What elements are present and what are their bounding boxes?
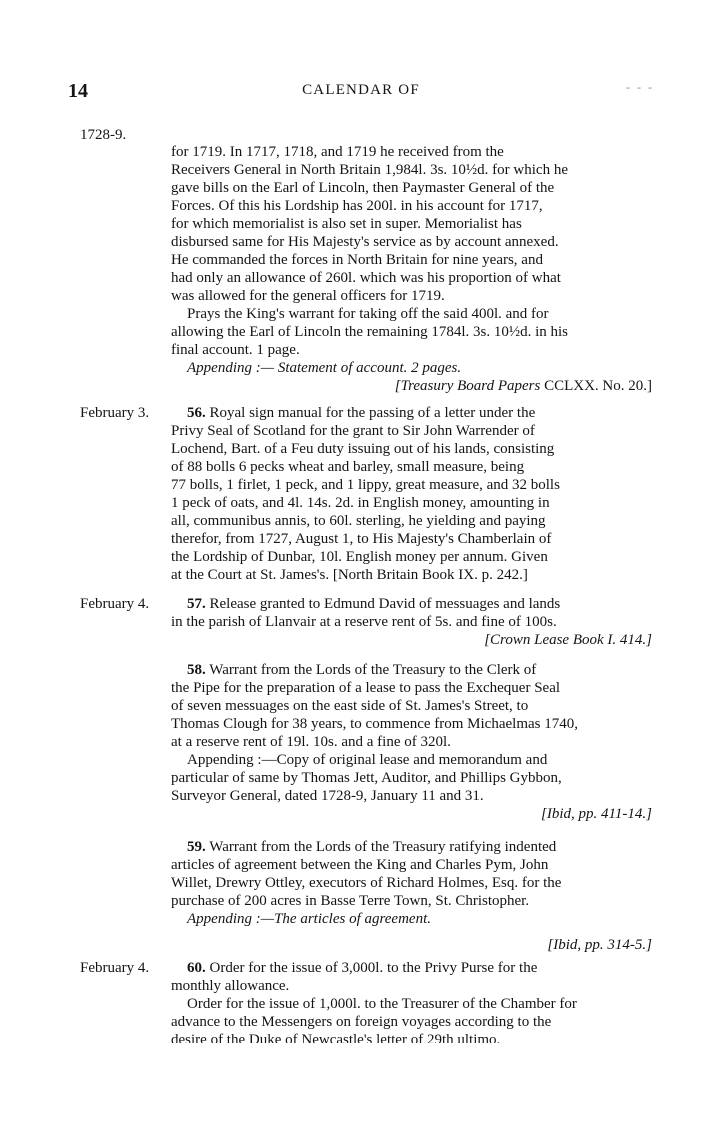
entry-text <box>171 838 652 954</box>
text-line: disbursed same for His Majesty's service as by account annexed. <box>171 234 559 250</box>
entry-text <box>171 143 652 395</box>
text-line: Warrant from the Lords of the Treasury ratifying indented <box>209 839 557 855</box>
text-line: was allowed for the general officers for 1719. <box>171 288 445 304</box>
entry-date: February 4. <box>80 596 150 612</box>
text-line: all, communibus annis, to 60l. sterling, he yielding and paying <box>171 513 546 529</box>
text-line: therefor, from 1727, August 1, to His Majesty's Chamberlain of <box>171 531 552 547</box>
text-line: the Pipe for the preparation of a lease to pass the Exchequer Seal <box>171 680 561 696</box>
entry-number: 59. <box>187 839 206 855</box>
entry-number: 57. <box>187 596 206 612</box>
text-line: in the parish of Llanvair at a reserve rent of 5s. and fine of 100s. <box>171 614 557 630</box>
entry-number: 60. <box>187 960 206 976</box>
text-line: He commanded the forces in North Britain for nine years, and <box>171 252 543 268</box>
text-line: Receivers General in North Britain 1,984l. 3s. 10½d. for which he <box>171 162 568 178</box>
appending-line: particular of same by Thomas Jett, Auditor, and Phillips Gybbon, <box>171 770 562 786</box>
text-line: Order for the issue of 3,000l. to the Privy Purse for the <box>209 960 538 976</box>
appending-line: Appending :—The articles of agreement. <box>187 911 431 927</box>
text-line: Thomas Clough for 38 years, to commence from Michaelmas 1740, <box>171 716 578 732</box>
entry-date: February 3. <box>80 405 150 421</box>
text-line: advance to the Messengers on foreign voyages according to the <box>171 1014 552 1030</box>
text-line: for 1719. In 1717, 1718, and 1719 he received from the <box>171 144 504 160</box>
text-line: articles of agreement between the King and Charles Pym, John <box>171 857 549 873</box>
entry-text <box>171 959 652 1043</box>
text-line: at a reserve rent of 19l. 10s. and a fine of 320l. <box>171 734 451 750</box>
text-line: 77 bolls, 1 firlet, 1 peck, and 1 lippy, great measure, and 32 bolls <box>171 477 560 493</box>
text-line: Order for the issue of 1,000l. to the Treasurer of the Chamber for <box>187 996 577 1012</box>
text-line: Privy Seal of Scotland for the grant to Sir John Warrender of <box>171 423 535 439</box>
text-line: Forces. Of this his Lordship has 200l. in his account for 1717, <box>171 198 543 214</box>
text-line: of 88 bolls 6 pecks wheat and barley, small measure, being <box>171 459 525 475</box>
page-number: 14 <box>68 80 88 102</box>
corner-mark: - - - <box>626 80 654 94</box>
entry-text <box>171 661 652 823</box>
entry-number: 58. <box>187 662 206 678</box>
text-line: Royal sign manual for the passing of a letter under the <box>209 405 536 421</box>
text-line: the Lordship of Dunbar, 10l. English money per annum. Given <box>171 549 548 565</box>
text-line: had only an allowance of 260l. which was his proportion of what <box>171 270 561 286</box>
text-line: Warrant from the Lords of the Treasury to the Clerk of <box>209 662 537 678</box>
appending-line: Appending :—Copy of original lease and memorandum and <box>187 752 548 768</box>
text-line: gave bills on the Earl of Lincoln, then Paymaster General of the <box>171 180 555 196</box>
text-line: Release granted to Edmund David of messuages and lands <box>209 596 561 612</box>
entry-text <box>171 595 652 649</box>
ref-part: [Treasury Board Papers <box>394 378 545 394</box>
source-reference: [Crown Lease Book I. 414.] <box>484 632 652 648</box>
text-line: 1 peck of oats, and 4l. 14s. 2d. in English money, amounting in <box>171 495 550 511</box>
entry-text <box>171 404 652 584</box>
text-line: allowing the Earl of Lincoln the remaining 1784l. 3s. 10½d. in his <box>171 324 569 340</box>
source-reference <box>171 377 652 395</box>
entry-number: 56. <box>187 405 206 421</box>
appending-line: Appending :— Statement of account. 2 pages. <box>187 360 462 376</box>
text-line: Lochend, Bart. of a Feu duty issuing out of his lands, consisting <box>171 441 555 457</box>
appending-line: Surveyor General, dated 1728-9, January 11 and 31. <box>171 788 484 804</box>
ref-part: CCLXX. No. 20.] <box>544 378 652 394</box>
text-line: at the Court at St. James's. [North Britain Book IX. p. 242.] <box>171 567 528 583</box>
text-line: of seven messuages on the east side of St. James's Street, to <box>171 698 529 714</box>
source-reference: [Ibid, pp. 314-5.] <box>547 937 652 953</box>
text-line: monthly allowance. <box>171 978 290 994</box>
text-line: for which memorialist is also set in super. Memorialist has <box>171 216 522 232</box>
source-reference: [Ibid, pp. 411-14.] <box>541 806 652 822</box>
running-title: CALENDAR OF <box>302 82 420 98</box>
text-line: purchase of 200 acres in Basse Terre Town, St. Christopher. <box>171 893 530 909</box>
entry-date: 1728-9. <box>80 127 127 143</box>
text-line: desire of the Duke of Newcastle's letter of 29th ultimo. <box>171 1032 501 1043</box>
text-line: final account. 1 page. <box>171 342 300 358</box>
text-line: Willet, Drewry Ottley, executors of Richard Holmes, Esq. for the <box>171 875 562 891</box>
entry-date: February 4. <box>80 960 150 976</box>
text-line: Prays the King's warrant for taking off the said 400l. and for <box>187 306 549 322</box>
page-header <box>68 80 654 106</box>
